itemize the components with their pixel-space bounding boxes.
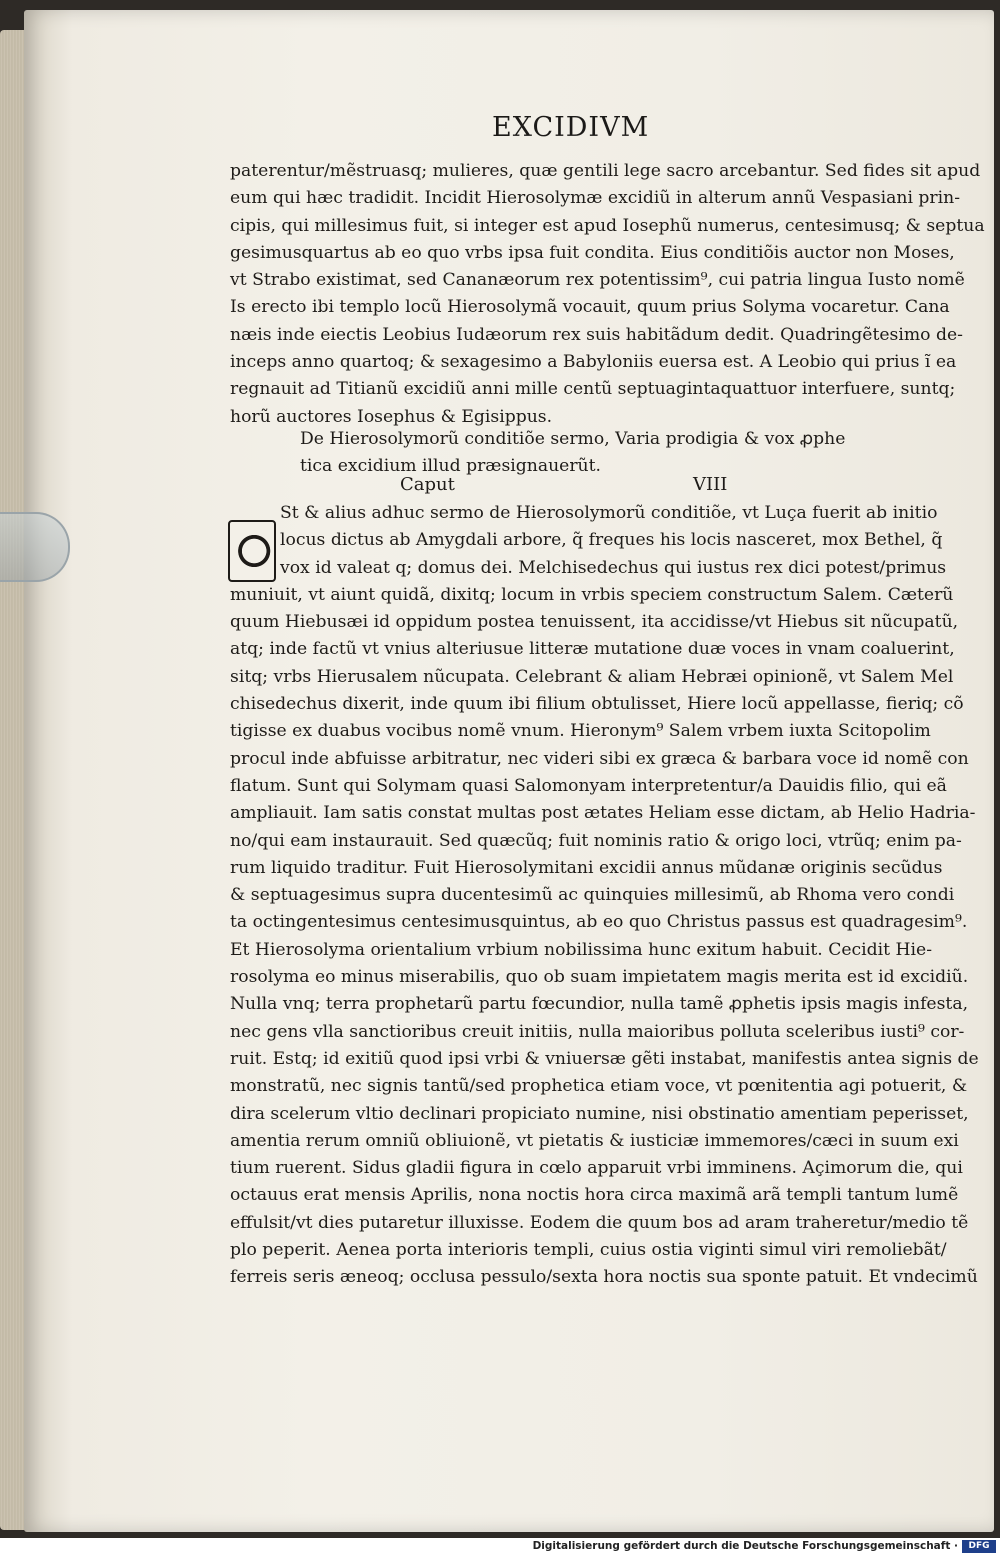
dfg-logo: DFG: [962, 1540, 996, 1553]
text-line: quum Hiebusæi id oppidum postea tenuissent, ita accidisse/vt Hiebus sit nũcupatũ,: [230, 612, 959, 633]
text-line: chisedechus dixerit, inde quum ibi filium obtulisset, Hiere locũ appellasse, fieriq; cõ: [230, 694, 964, 715]
text-line: næis inde eiectis Leobius Iudæorum rex suis habitãdum dedit. Quadringẽtesimo de-: [230, 324, 963, 345]
chapter-subheading: [300, 426, 860, 480]
text-line: Is erecto ibi templo locũ Hierosolymã vocauit, quum prius Solyma vocaretur. Cana: [230, 297, 950, 318]
text-line: St & alius adhuc sermo de Hierosolymorũ conditiõe, vt Luça fuerit ab initio: [280, 503, 938, 523]
text-line: ampliauit. Iam satis constat multas post ætates Heliam esse dictam, ab Helio Hadria-: [230, 803, 976, 824]
text-line: sitq; vrbs Hierusalem nũcupata. Celebrant & aliam Hebræi opinionẽ, vt Salem Mel: [230, 666, 954, 687]
text-line: muniuit, vt aiunt quidã, dixitq; locum in vrbis speciem constructum Salem. Cæterũ: [230, 584, 954, 605]
text-line: effulsit/vt dies putaretur illuxisse. Eodem die quum bos ad aram traheretur/medio tẽ: [230, 1212, 969, 1233]
text-line: tium ruerent. Sidus gladii figura in cœlo apparuit vrbi imminens. Açimorum die, qui: [230, 1158, 963, 1179]
funding-credit: Digitalisierung gefördert durch die Deutsche Forschungsgemeinschaft ·: [532, 1540, 958, 1552]
text-line: horũ auctores Iosephus & Egisippus.: [230, 406, 553, 427]
text-line: eum qui hæc tradidit. Incidit Hierosolymæ excidiũ in alterum annũ Vespasiani prin-: [230, 188, 961, 209]
bookmark-clip-icon: [0, 512, 70, 582]
text-line: dira scelerum vltio declinari propiciato numine, nisi obstinatio amentiam peperisset,: [230, 1103, 969, 1124]
text-line: Nulla vnq; terra prophetarũ partu fœcundior, nulla tamẽ ꝓphetis ipsis magis infesta,: [230, 994, 969, 1015]
text-line: rum liquido traditur. Fuit Hierosolymitani excidii annus mũdanæ originis secũdus: [230, 857, 943, 878]
text-line: plo peperit. Aenea porta interioris templi, cuius ostia viginti simul viri remoliebãt/: [230, 1240, 947, 1261]
caput-number: VIII: [693, 474, 728, 495]
paragraph-2: [230, 500, 979, 1292]
text-line: flatum. Sunt qui Solymam quasi Salomonyam interpretentur/a Dauidis filio, qui eã: [230, 775, 947, 796]
text-line: tica excidium illud præsignauerũt.: [300, 456, 601, 476]
text-line: paterentur/mẽstruasq; mulieres, quæ gentili lege sacro arcebantur. Sed fides sit apud: [230, 161, 981, 181]
text-line: gesimusquartus ab eo quo vrbs ipsa fuit condita. Eius conditiõis auctor non Moses,: [230, 242, 955, 263]
text-line: locus dictus ab Amygdali arbore, q̃ freques his locis nasceret, mox Bethel, q̃: [280, 530, 943, 551]
text-line: atq; inde factũ vt vnius alteriusue litteræ mutatione duæ voces in vnam coaluerint,: [230, 639, 955, 660]
text-line: & septuagesimus supra ducentesimũ ac quinquies millesimũ, ab Rhoma vero condi: [230, 885, 955, 906]
text-line: inceps anno quartoq; & sexagesimo a Babyloniis euersa est. A Leobio qui prius ĩ ea: [230, 352, 957, 373]
text-line: vt Strabo existimat, sed Cananæorum rex potentissim⁹, cui patria lingua Iusto nomẽ: [230, 270, 965, 291]
text-line: tigisse ex duabus vocibus nomẽ vnum. Hieronym⁹ Salem vrbem iuxta Scitopolim: [230, 721, 931, 742]
text-line: ferreis seris æneoq; occlusa pessulo/sexta hora noctis sua sponte patuit. Et vndecimũ: [230, 1267, 978, 1288]
paragraph-1: [230, 158, 985, 431]
text-line: regnauit ad Titianũ excidiũ anni mille centũ septuagintaquattuor interfuere, suntq;: [230, 379, 956, 400]
text-line: ruit. Estq; id exitiũ quod ipsi vrbi & vniuersæ gẽti instabat, manifestis antea signis de: [230, 1048, 979, 1069]
text-line: Et Hierosolyma orientalium vrbium nobilissima hunc exitum habuit. Cecidit Hie-: [230, 939, 933, 960]
text-line: De Hierosolymorũ conditiõe sermo, Varia prodigia & vox ꝓphe: [300, 429, 846, 449]
text-line: octauus erat mensis Aprilis, nona noctis hora circa maximã arã templi tantum lumẽ: [230, 1185, 959, 1206]
caput-label: Caput: [400, 474, 455, 495]
text-line: amentia rerum omniũ obliuionẽ, vt pietatis & iusticiæ immemores/cæci in suum exi: [230, 1130, 959, 1151]
text-line: no/qui eam instaurauit. Sed quæcũq; fuit nominis ratio & origo loci, vtrũq; enim pa-: [230, 830, 962, 851]
text-line: ta octingentesimus centesimusquintus, ab eo quo Christus passus est quadragesim⁹.: [230, 912, 968, 933]
text-line: vox id valeat q; domus dei. Melchisedechus qui iustus rex dici potest/primus: [280, 557, 947, 578]
text-line: rosolyma eo minus miserabilis, quo ob suam impietatem magis merita est id excidiũ.: [230, 967, 969, 988]
page-heading: EXCIDIVM: [492, 112, 650, 143]
text-line: monstratũ, nec signis tantũ/sed prophetica etiam voce, vt pœnitentia agi potuerit, &: [230, 1076, 968, 1097]
text-line: cipis, qui millesimus fuit, si integer est apud Iosephũ numerus, centesimusq; & septua: [230, 215, 985, 236]
text-line: nec gens vlla sanctioribus creuit initiis, nulla maioribus polluta sceleribus iusti⁹ cor-: [230, 1021, 965, 1042]
text-line: procul inde abfuisse arbitratur, nec videri sibi ex græca & barbara voce id nomẽ con: [230, 748, 969, 769]
